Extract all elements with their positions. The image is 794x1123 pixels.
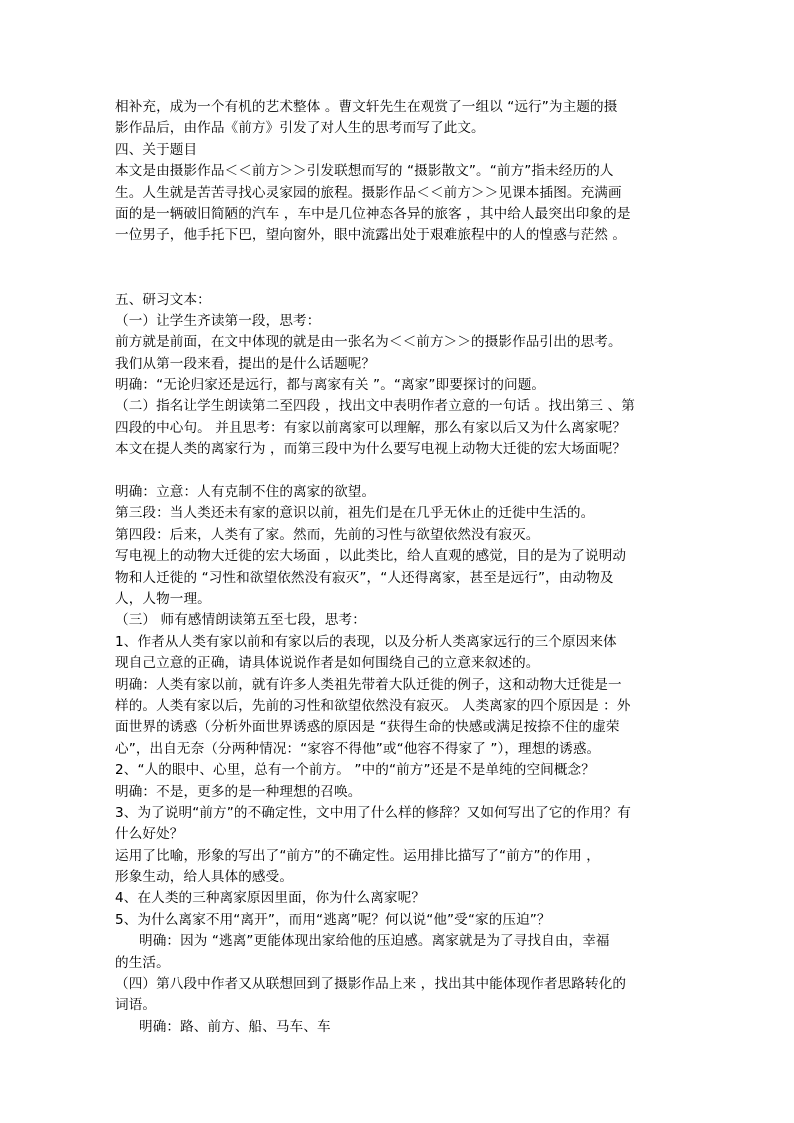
text-line: 什么好处？ bbox=[115, 826, 184, 843]
text-line: 词语。 bbox=[115, 997, 157, 1014]
text-line: 前方就是前面，在文中体现的就是由一张名为＜＜前方＞＞的摄影作品引出的思考。 bbox=[115, 334, 622, 351]
section-heading: 四、关于题目 bbox=[115, 141, 198, 158]
text-line: 明确：人类有家以前，就有许多人类祖先带着大队迁徙的例子，这和动物大迁徙是一 bbox=[115, 676, 622, 693]
text-line: 明确：不是，更多的是一种理想的召唤。 bbox=[115, 783, 362, 800]
text-line: 1、作者从人类有家以前和有家以后的表现，以及分析人类离家远行的三个原因来体 bbox=[115, 633, 617, 650]
text-line: （一）让学生齐读第一段，思考： bbox=[115, 312, 321, 329]
text-line: 四段的中心句。 并且思考：有家以前离家可以理解，那么有家以后又为什么离家呢？ bbox=[115, 419, 627, 436]
text-line: 3、为了说明“前方”的不确定性，文中用了什么样的修辞？又如何写出了它的作用？有 bbox=[115, 804, 632, 821]
text-line: （三） 师有感情朗读第五至七段，思考： bbox=[115, 612, 366, 629]
text-line: 本文在提人类的离家行为 ，而第三段中为什么要写电视上动物大迁徙的宏大场面呢？ bbox=[115, 441, 627, 458]
blank-spacer bbox=[115, 461, 681, 482]
text-line: 相补充，成为一个有机的艺术整体 。曹文轩先生在观赏了一组以 “远行”为主题的摄 bbox=[115, 99, 618, 115]
document-page bbox=[115, 97, 681, 1038]
text-line: 物和人迁徙的 “习性和欲望依然没有寂灭”，“人还得离家，甚至是远行”，由动物及 bbox=[115, 569, 614, 586]
text-line: 第三段：当人类还未有家的意识以前，祖先们是在几乎无休止的迁徙中生活的。 bbox=[115, 505, 595, 522]
text-line: 心”，出自无奈（分两种情况：“家容不得他”或“他容不得家了 ”），理想的诱惑。 bbox=[115, 740, 601, 757]
text-line: 明确：因为 “逃离”更能体现出家给他的压迫感。离家就是为了寻找自由，幸福 bbox=[139, 933, 610, 950]
text-line: （二）指名让学生朗读第二至四段 ，找出文中表明作者立意的一句话 。找出第三 、第 bbox=[115, 398, 635, 415]
text-line: 5、为什么离家不用“离开”，而用“逃离”呢？何以说“他”受“家的压迫”？ bbox=[115, 911, 551, 928]
text-line: 明确：路、前方、船、马车、车 bbox=[139, 1018, 331, 1035]
text-line: 的生活。 bbox=[115, 954, 170, 971]
text-line: 我们从第一段来看，提出的是什么话题呢？ bbox=[115, 355, 376, 372]
text-line: 人，人物一理。 bbox=[115, 591, 211, 607]
text-line: 明确：“无论归家还是远行，都与离家有关 ”。“离家”即要探讨的问题。 bbox=[115, 377, 546, 394]
text-line: 4、在人类的三种离家原因里面，你为什么离家呢？ bbox=[115, 890, 426, 907]
text-line: 第四段：后来，人类有了家。然而，先前的习性与欲望依然没有寂灭。 bbox=[115, 526, 540, 543]
text-line: 写电视上的动物大迁徙的宏大场面 ，以此类比，给人直观的感觉，目的是为了说明动 bbox=[115, 548, 627, 565]
text-line: 生。人生就是苦苦寻找心灵家园的旅程。摄影作品＜＜前方＞＞见课本插图。充满画 bbox=[115, 184, 622, 201]
text-line: 运用了比喻，形象的写出了“前方”的不确定性。运用排比描写了“前方”的作用 ， bbox=[115, 847, 600, 864]
text-line: 现自己立意的正确，请具体说说作者是如何围绕自己的立意来叙述的。 bbox=[115, 655, 540, 672]
text-line: 影作品后，由作品《前方》引发了对人生的思考而写了此文。 bbox=[115, 120, 485, 137]
text-line: 本文是由摄影作品＜＜前方＞＞引发联想而写的 “摄影散文”。“前方”指未经历的人 bbox=[115, 163, 614, 180]
text-line: 2、“人的眼中、心里，总有一个前方。 ”中的“前方”还是不是单纯的空间概念？ bbox=[115, 762, 595, 779]
text-line: （四）第八段中作者又从联想回到了摄影作品上来 ，找出其中能体现作者思路转化的 bbox=[115, 976, 627, 993]
blank-spacer bbox=[115, 247, 681, 290]
text-line: 明确：立意：人有克制不住的离家的欲望。 bbox=[115, 484, 376, 501]
text-line: 一位男子，他手托下巴，望向窗外，眼中流露出处于艰难旅程中的人的惶惑与茫然 。 bbox=[115, 227, 627, 244]
section-heading: 五、研习文本： bbox=[115, 291, 211, 308]
text-line: 面的是一辆破旧简陋的汽车 ，车中是几位神态各异的旅客 ，其中给人最突出印象的是 bbox=[115, 205, 631, 222]
text-line: 样的。人类有家以后，先前的习性和欲望依然没有寂灭。 人类离家的四个原因是 ：外 bbox=[115, 697, 631, 714]
text-line: 面世界的诱惑（分析外面世界诱惑的原因是 “获得生命的快感或满足按捺不住的虚荣 bbox=[115, 719, 620, 736]
text-line: 形象生动，给人具体的感受。 bbox=[115, 869, 294, 886]
